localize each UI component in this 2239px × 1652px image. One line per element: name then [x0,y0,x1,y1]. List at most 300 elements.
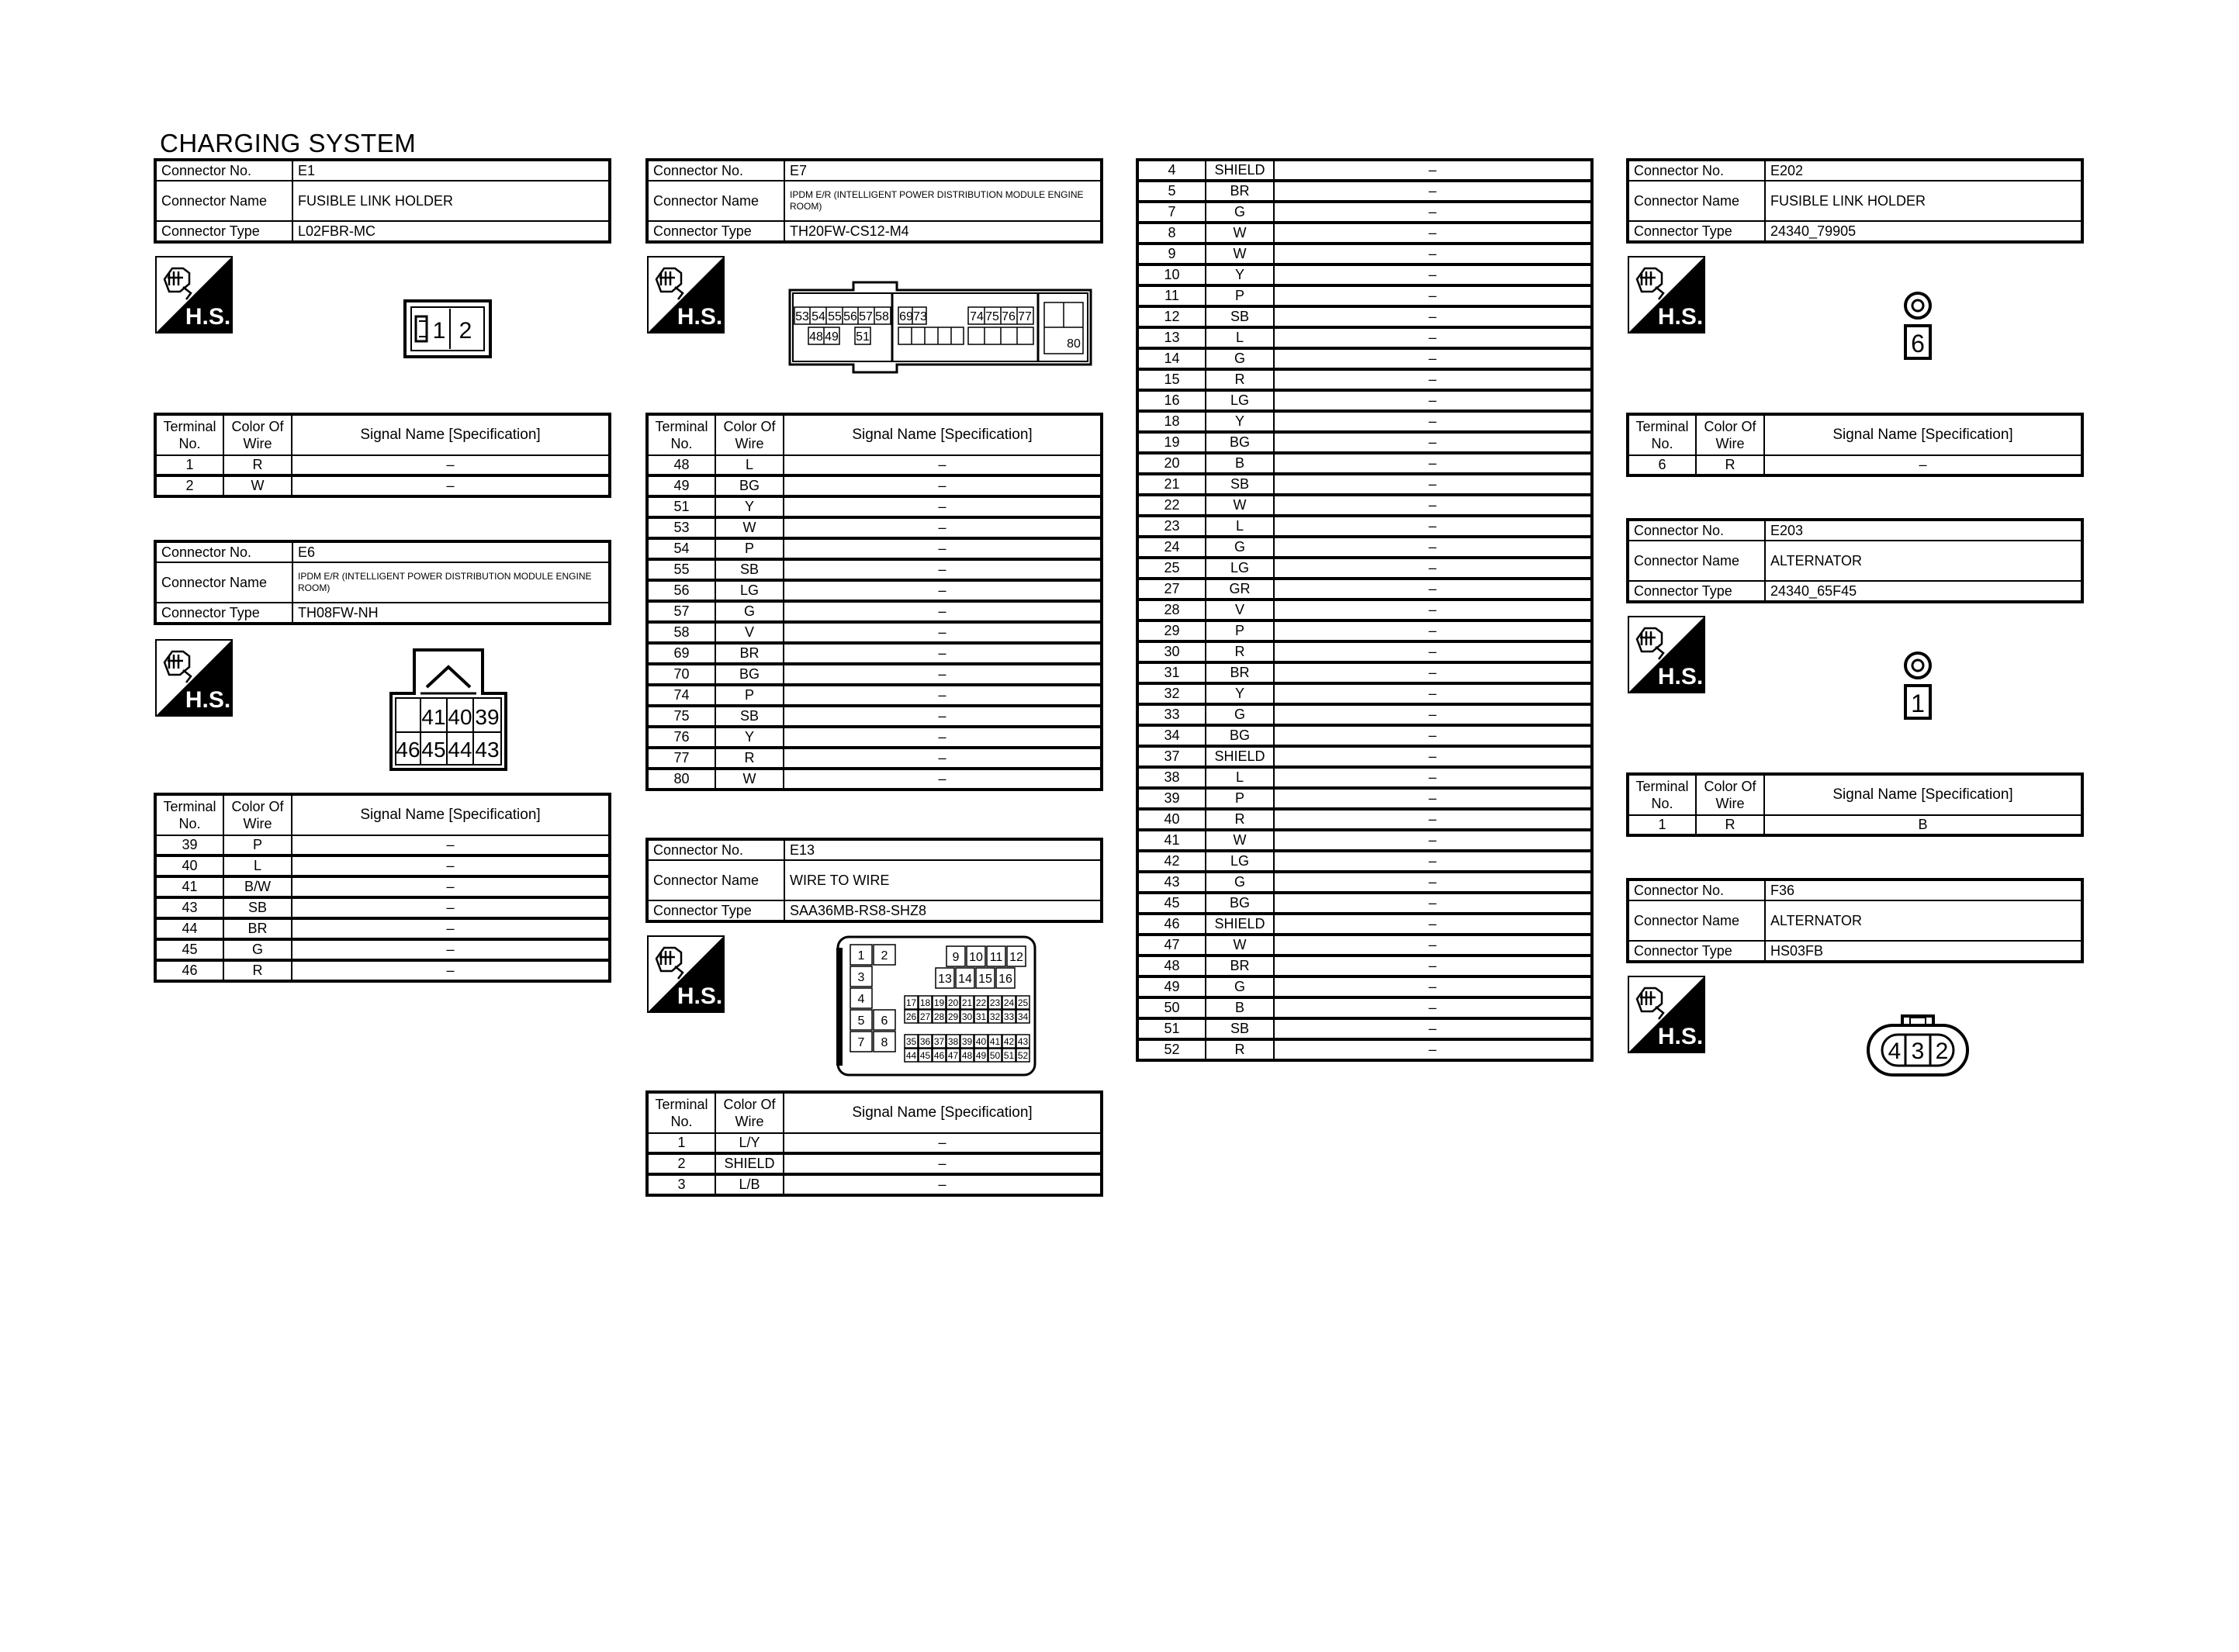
pin-label: 58 [875,310,889,323]
signal-name-cell: – [1274,390,1592,411]
table-row [647,1153,1102,1174]
table-row [647,664,1102,685]
wire-color-cell: BG [715,664,784,685]
harness-side-icon [1628,616,1705,693]
harness-side-icon [155,639,233,717]
pin-label: 19 [933,997,945,1008]
terminal-no-cell: 34 [1137,725,1206,746]
table-row [1137,600,1592,620]
terminal-no-cell: 44 [155,918,223,939]
signal-name-cell: – [292,960,610,981]
signal-name-cell: – [1274,914,1592,935]
table-row [1137,641,1592,662]
harness-side-icon [1628,256,1705,334]
pin-label: 55 [828,310,842,323]
pin-label: 4 [857,992,865,1006]
label-connector-no: Connector No. [1628,520,1765,541]
pin-label: 26 [905,1011,917,1022]
terminal-no-cell: 52 [1137,1039,1206,1060]
signal-name-cell: – [1274,558,1592,579]
terminal-no-cell: 80 [647,769,715,790]
header-terminal-no: Terminal No. [1628,414,1696,455]
signal-name-cell: – [784,727,1102,748]
signal-name-cell: – [1274,704,1592,725]
terminal-no-cell: 12 [1137,306,1206,327]
connector-no-value: E6 [292,541,610,562]
terminal-no-cell: 42 [1137,851,1206,872]
connector-e13-diagram [835,934,1038,1078]
pin-label: 20 [947,997,959,1008]
hs-label: H.S. [1657,664,1704,689]
terminal-no-cell: 25 [1137,558,1206,579]
signal-name-cell: – [1274,369,1592,390]
terminal-no-cell: 43 [1137,872,1206,893]
wire-color-cell: W [1206,935,1274,956]
terminal-no-cell: 77 [647,748,715,769]
terminal-no-cell: 39 [155,835,223,855]
label-connector-type: Connector Type [647,900,784,921]
terminal-no-cell: 41 [1137,830,1206,851]
pin-label: 2 [459,318,472,344]
connector-name-value: ALTERNATOR [1765,900,2082,941]
header-color-of-wire: Color Of Wire [1696,414,1764,455]
signal-name-cell: – [1274,453,1592,474]
signal-name-cell: – [784,769,1102,790]
pin-label: 46 [396,738,420,762]
signal-name-cell: – [1274,264,1592,285]
harness-side-icon [647,935,725,1013]
signal-name-cell: – [1274,976,1592,997]
terminal-no-cell: 51 [1137,1018,1206,1039]
pin-label: 80 [1067,337,1081,351]
wire-color-cell: R [1696,455,1764,475]
table-row [1137,1018,1592,1039]
pin-label: 29 [947,1011,959,1022]
wire-color-cell: BG [1206,725,1274,746]
wire-color-cell: W [1206,495,1274,516]
pin-label: 3 [857,970,865,984]
pin-label: 40 [975,1035,987,1047]
pin-label: 6 [1911,330,1925,358]
label-connector-name: Connector Name [1628,541,1765,581]
signal-name-cell: – [784,1153,1102,1174]
pin-label: 39 [475,705,500,729]
terminal-no-cell: 40 [1137,809,1206,830]
label-connector-type: Connector Type [1628,221,1765,242]
table-row [1137,935,1592,956]
wire-color-cell: R [1206,809,1274,830]
pin-label: 7 [857,1035,865,1049]
table-row [1137,872,1592,893]
signal-name-cell: – [1274,767,1592,788]
label-connector-type: Connector Type [1628,581,1765,602]
connector-type-value: TH20FW-CS12-M4 [784,221,1102,242]
terminal-no-cell: 24 [1137,537,1206,558]
pin-label: 76 [1002,310,1016,323]
signal-name-cell: – [784,706,1102,727]
header-signal-name: Signal Name [Specification] [1764,414,2082,455]
pin-label: 5 [857,1014,865,1028]
terminal-no-cell: 58 [647,622,715,643]
terminal-no-cell: 21 [1137,474,1206,495]
label-connector-no: Connector No. [1628,160,1765,181]
table-row [1137,683,1592,704]
header-color-of-wire: Color Of Wire [1696,774,1764,815]
table-row [1137,558,1592,579]
table-row [155,475,610,496]
signal-name-cell: – [292,475,610,496]
table-row [155,455,610,475]
hs-label: H.S. [677,304,723,330]
pin-label: 43 [475,738,500,762]
terminal-no-cell: 50 [1137,997,1206,1018]
wire-color-cell: BG [715,475,784,496]
wire-color-cell: BR [1206,956,1274,976]
table-row [1137,976,1592,997]
pin-label: 44 [905,1049,917,1061]
connector-e6-info [154,540,611,625]
signal-name-cell: – [1274,348,1592,369]
label-connector-type: Connector Type [155,221,292,242]
page-title: CHARGING SYSTEM [160,129,417,157]
pin-label: 48 [961,1049,973,1061]
signal-name-cell: – [1274,872,1592,893]
wire-color-cell: SB [1206,306,1274,327]
connector-e203-terminals [1626,772,2084,837]
terminal-no-cell: 27 [1137,579,1206,600]
pin-label: 28 [933,1011,945,1022]
wire-color-cell: V [715,622,784,643]
table-row [1137,369,1592,390]
terminal-no-cell: 22 [1137,495,1206,516]
terminal-no-cell: 76 [647,727,715,748]
signal-name-cell: – [784,685,1102,706]
wire-color-cell: GR [1206,579,1274,600]
table-row [1137,725,1592,746]
terminal-no-cell: 46 [1137,914,1206,935]
terminal-no-cell: 30 [1137,641,1206,662]
terminal-no-cell: 57 [647,601,715,622]
connector-e6-diagram [388,647,509,772]
signal-name-cell: – [1274,223,1592,244]
table-row [647,727,1102,748]
pin-label: 49 [825,330,839,344]
wire-color-cell: R [715,748,784,769]
table-row [1137,893,1592,914]
connector-name-value: WIRE TO WIRE [784,860,1102,900]
connector-f36-info [1626,878,2084,963]
wire-color-cell: G [715,601,784,622]
label-connector-no: Connector No. [647,160,784,181]
signal-name-cell: – [1274,244,1592,264]
table-row [155,939,610,960]
terminal-no-cell: 37 [1137,746,1206,767]
table-row [647,769,1102,790]
table-row [1137,956,1592,976]
table-row [1137,327,1592,348]
pin-label: 69 [899,310,913,323]
wire-color-cell: G [1206,976,1274,997]
wire-color-cell: BR [715,643,784,664]
wire-color-cell: W [1206,223,1274,244]
terminal-no-cell: 1 [1628,815,1696,835]
wire-color-cell: Y [1206,683,1274,704]
pin-label: 73 [913,310,927,323]
terminal-no-cell: 29 [1137,620,1206,641]
signal-name-cell: – [1274,160,1592,181]
terminal-no-cell: 31 [1137,662,1206,683]
table-row [1137,767,1592,788]
label-connector-name: Connector Name [647,860,784,900]
pin-label: 10 [969,950,983,964]
terminal-no-cell: 14 [1137,348,1206,369]
terminal-no-cell: 75 [647,706,715,727]
table-row [1137,244,1592,264]
terminal-no-cell: 23 [1137,516,1206,537]
header-signal-name: Signal Name [Specification] [292,414,610,455]
pin-label: 15 [978,972,992,986]
signal-name-cell: – [1274,285,1592,306]
connector-e6-terminals [154,793,611,983]
terminal-no-cell: 70 [647,664,715,685]
header-terminal-no: Terminal No. [155,794,223,835]
connector-e202-terminals [1626,413,2084,477]
pin-label: 47 [947,1049,959,1061]
connector-type-value: SAA36MB-RS8-SHZ8 [784,900,1102,921]
connector-e1-diagram [403,299,492,360]
table-row [647,643,1102,664]
pin-label: 42 [1003,1035,1015,1047]
terminal-no-cell: 39 [1137,788,1206,809]
wire-color-cell: L [715,455,784,475]
terminal-no-cell: 9 [1137,244,1206,264]
wire-color-cell: BR [1206,662,1274,683]
label-connector-name: Connector Name [155,562,292,603]
label-connector-no: Connector No. [647,839,784,860]
terminal-no-cell: 74 [647,685,715,706]
signal-name-cell: – [1274,620,1592,641]
wire-color-cell: SB [715,559,784,580]
connector-name-value: IPDM E/R (INTELLIGENT POWER DISTRIBUTION MODULE ENGINE ROOM) [784,181,1102,221]
pin-label: 41 [421,705,446,729]
pin-label: 25 [1017,997,1029,1008]
terminal-no-cell: 16 [1137,390,1206,411]
table-row [1137,432,1592,453]
table-row [1137,537,1592,558]
terminal-no-cell: 46 [155,960,223,981]
wire-color-cell: Y [1206,411,1274,432]
wire-color-cell: Y [715,496,784,517]
signal-name-cell: – [1274,327,1592,348]
pin-label: 38 [947,1035,959,1047]
pin-label: 8 [881,1035,888,1049]
signal-name-cell: – [1274,662,1592,683]
wire-color-cell: G [223,939,292,960]
header-signal-name: Signal Name [Specification] [1764,774,2082,815]
signal-name-cell: – [292,876,610,897]
table-row [1137,390,1592,411]
wire-color-cell: P [223,835,292,855]
wire-color-cell: B [1206,997,1274,1018]
label-connector-name: Connector Name [647,181,784,221]
pin-label: 13 [938,972,952,986]
signal-name-cell: – [784,622,1102,643]
wire-color-cell: Y [715,727,784,748]
wire-color-cell: L [223,855,292,876]
harness-side-icon [647,256,725,334]
wire-color-cell: R [223,960,292,981]
pin-label: 2 [1935,1039,1949,1064]
table-row [647,517,1102,538]
connector-type-value: L02FBR-MC [292,221,610,242]
header-terminal-no: Terminal No. [1628,774,1696,815]
table-row [1137,411,1592,432]
signal-name-cell: – [1274,537,1592,558]
signal-name-cell: – [784,538,1102,559]
signal-name-cell: – [1274,474,1592,495]
pin-label: 17 [905,997,917,1008]
table-row [1137,620,1592,641]
terminal-no-cell: 2 [155,475,223,496]
terminal-no-cell: 69 [647,643,715,664]
label-connector-no: Connector No. [155,541,292,562]
terminal-no-cell: 55 [647,559,715,580]
wire-color-cell: SHIELD [1206,914,1274,935]
pin-label: 1 [857,949,865,963]
wire-color-cell: R [1206,1039,1274,1060]
connector-e1-terminals [154,413,611,498]
pin-label: 57 [859,310,873,323]
connector-type-value: TH08FW-NH [292,603,610,624]
wire-color-cell: W [1206,830,1274,851]
pin-label: 52 [1017,1049,1029,1061]
wire-color-cell: V [1206,600,1274,620]
pin-label: 18 [919,997,931,1008]
table-row [155,835,610,855]
table-row [1137,285,1592,306]
terminal-no-cell: 1 [155,455,223,475]
signal-name-cell: – [292,897,610,918]
pin-label: 74 [970,310,984,323]
pin-label: 40 [448,705,472,729]
signal-name-cell: – [784,748,1102,769]
header-color-of-wire: Color Of Wire [223,414,292,455]
wire-color-cell: L [1206,516,1274,537]
wire-color-cell: LG [1206,390,1274,411]
terminal-no-cell: 56 [647,580,715,601]
terminal-no-cell: 49 [647,475,715,496]
pin-label: 48 [809,330,823,344]
table-row [1628,815,2082,835]
signal-name-cell: – [1274,893,1592,914]
pin-label: 2 [881,949,888,963]
pin-label: 16 [998,972,1012,986]
signal-name-cell: – [1274,432,1592,453]
table-row [1137,809,1592,830]
wire-color-cell: P [1206,788,1274,809]
hs-label: H.S. [677,983,723,1009]
pin-label: 3 [1911,1039,1925,1064]
signal-name-cell: – [1274,935,1592,956]
signal-name-cell: – [1274,830,1592,851]
connector-no-value: F36 [1765,880,2082,900]
wire-color-cell: LG [715,580,784,601]
terminal-no-cell: 47 [1137,935,1206,956]
connector-e202-diagram [1901,290,1935,363]
table-row [1137,348,1592,369]
connector-e13-terminals [645,1090,1103,1197]
connector-no-value: E7 [784,160,1102,181]
terminal-no-cell: 54 [647,538,715,559]
signal-name-cell: – [1274,956,1592,976]
signal-name-cell: – [292,455,610,475]
header-terminal-no: Terminal No. [647,414,715,455]
signal-name-cell: – [1764,455,2082,475]
connector-no-value: E202 [1765,160,2082,181]
pin-label: 50 [989,1049,1001,1061]
wire-color-cell: W [1206,244,1274,264]
wire-color-cell: W [715,769,784,790]
wire-color-cell: W [223,475,292,496]
label-connector-type: Connector Type [1628,941,1765,962]
wire-color-cell: Y [1206,264,1274,285]
header-signal-name: Signal Name [Specification] [292,794,610,835]
table-row [647,748,1102,769]
connector-type-value: 24340_65F45 [1765,581,2082,602]
hs-label: H.S. [185,687,231,713]
pin-label: 77 [1018,310,1032,323]
connector-name-value: FUSIBLE LINK HOLDER [1765,181,2082,221]
table-row [1137,851,1592,872]
table-row [1137,579,1592,600]
terminal-no-cell: 8 [1137,223,1206,244]
signal-name-cell: – [1274,1039,1592,1060]
pin-label: 43 [1017,1035,1029,1047]
wire-color-cell: BR [1206,181,1274,202]
table-row [155,855,610,876]
signal-name-cell: – [1274,725,1592,746]
table-row [1137,306,1592,327]
hs-label: H.S. [185,304,231,330]
wire-color-cell: R [1206,641,1274,662]
pin-label: 27 [919,1011,931,1022]
wire-color-cell: G [1206,202,1274,223]
signal-name-cell: – [784,559,1102,580]
table-row [1137,202,1592,223]
wire-color-cell: SB [1206,474,1274,495]
terminal-no-cell: 41 [155,876,223,897]
connector-no-value: E1 [292,160,610,181]
header-color-of-wire: Color Of Wire [715,414,784,455]
table-row [1137,788,1592,809]
pin-label: 75 [985,310,999,323]
wire-color-cell: P [715,538,784,559]
signal-name-cell: – [1274,306,1592,327]
pin-label: 56 [843,310,857,323]
wire-color-cell: BR [223,918,292,939]
terminal-no-cell: 33 [1137,704,1206,725]
signal-name-cell: – [1274,809,1592,830]
connector-no-value: E203 [1765,520,2082,541]
hs-label: H.S. [1657,1024,1704,1049]
table-row [1137,704,1592,725]
signal-name-cell: – [1274,495,1592,516]
wire-color-cell: SB [223,897,292,918]
signal-name-cell: – [784,601,1102,622]
wire-color-cell: L [1206,767,1274,788]
table-row [647,559,1102,580]
connector-e7-terminals [645,413,1103,791]
